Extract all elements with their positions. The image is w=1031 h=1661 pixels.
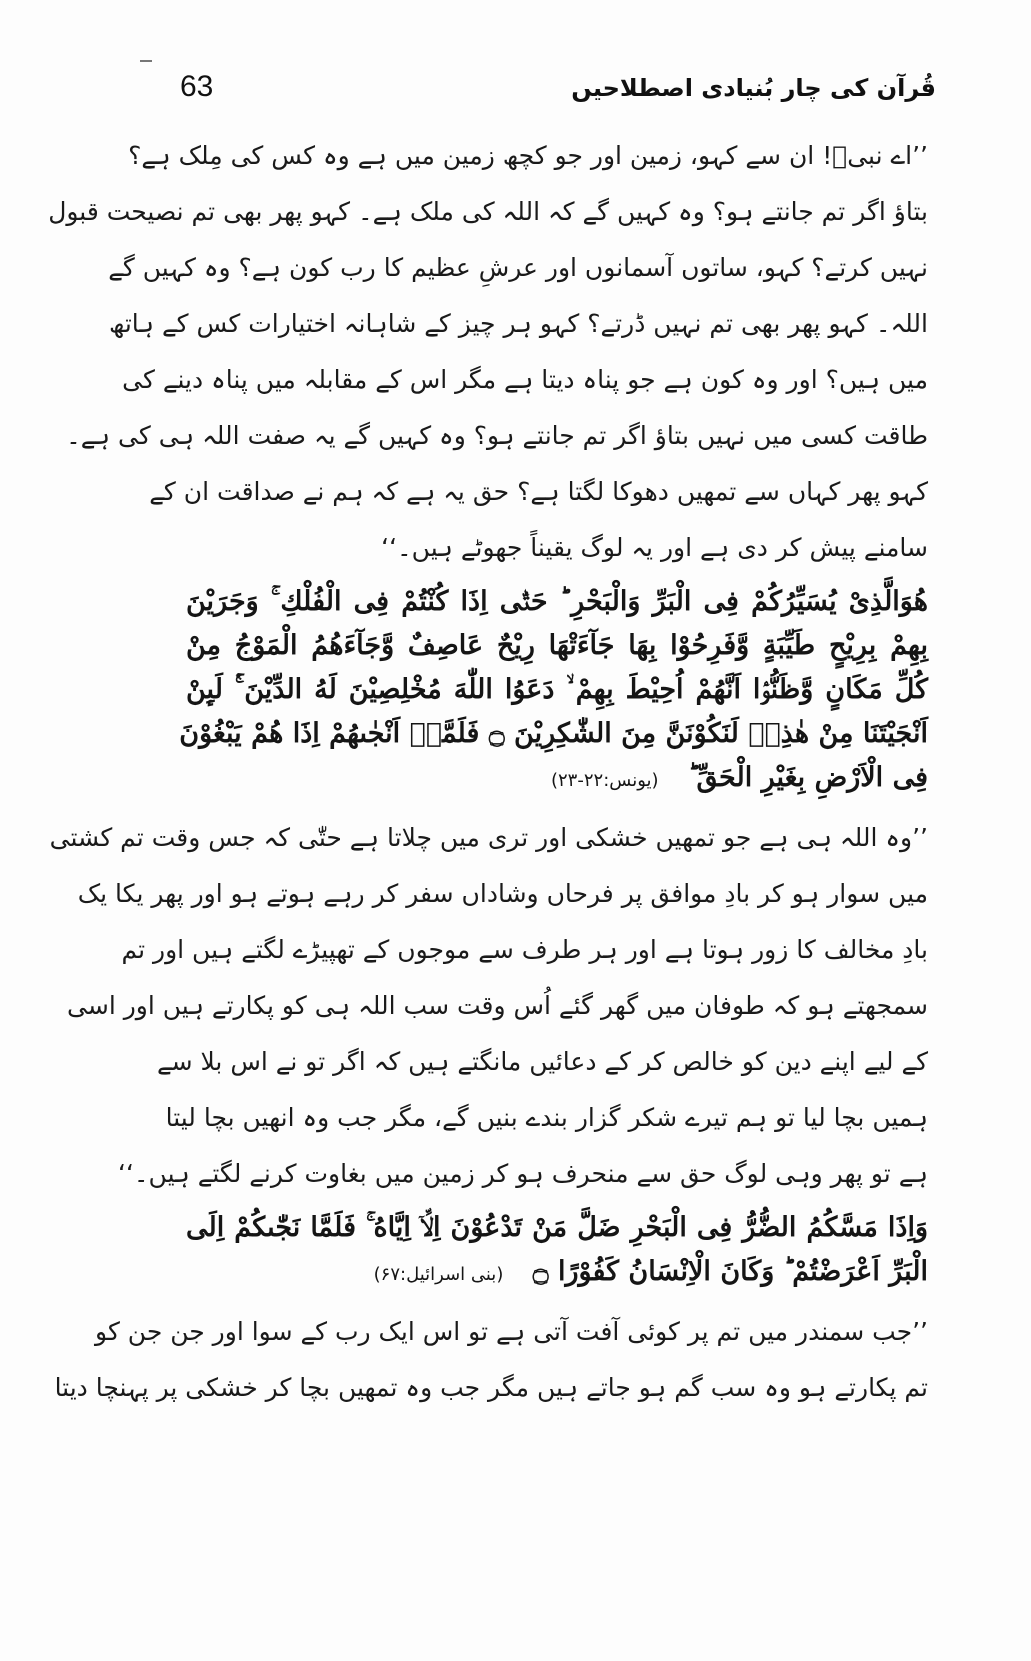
text-line: ہے تو پھر وہی لوگ حق سے منحرف ہو کر زمین میں بغاوت کرنے لگتے ہیں۔‘‘	[118, 1159, 928, 1188]
verse-text: فِی الْاَرْضِ بِغَیْرِ الْحَقِّ ؕ	[687, 762, 928, 793]
text-line: ہمیں بچا لیا تو ہم تیرے شکر گزار بندے بنیں گے، مگر جب وہ انھیں بچا لیتا	[165, 1103, 928, 1132]
text-line: بادِ مخالف کا زور ہوتا ہے اور ہر طرف سے موجوں کے تھپیڑے لگتے ہیں اور تم	[121, 935, 928, 964]
verse-line: وَاِذَا مَسَّكُمُ الضُّرُّ فِی الْبَحْرِ ضَلَّ مَنْ تَدْعُوْنَ اِلَّاۤ اِیَّاهُ ۚ فَلَمَّا نَجّٰىكُمْ اِلَى	[186, 1212, 928, 1243]
page-number: 63	[180, 70, 214, 103]
text-line: سامنے پیش کر دی ہے اور یہ لوگ یقیناً جھوٹے ہیں۔‘‘	[381, 533, 928, 562]
verse-reference: (یونس:۲۲-۲۳)	[550, 770, 659, 791]
text-line: ’’جب سمندر میں تم پر کوئی آفت آتی ہے تو اس ایک رب کے سوا اور جن جن کو	[95, 1317, 928, 1346]
text-line: ’’اے نبیؐ! ان سے کہو، زمین اور جو کچھ زمین میں ہے وہ کس کی مِلک ہے؟	[128, 141, 928, 170]
verse-line-with-reference	[186, 756, 928, 800]
text-line: تم پکارتے ہو وہ سب گم ہو جاتے ہیں مگر جب وہ تمھیں بچا کر خشکی پر پہنچا دیتا	[54, 1373, 928, 1402]
spacer	[186, 800, 928, 810]
translation-block-3	[54, 1304, 928, 1416]
text-line: ’’وہ اللہ ہی ہے جو تمھیں خشکی اور تری میں چلاتا ہے حتّٰی کہ جس وقت تم کشتی	[49, 823, 928, 852]
verse-text: الْبَرِّ اَعْرَضْتُمْ ؕ وَكَانَ الْاِنْسَانُ كَفُوْرًا ۝	[532, 1256, 928, 1287]
text-line: طاقت کسی میں نہیں بتاؤ اگر تم جانتے ہو؟ وہ کہیں گے یہ صفت اللہ ہی کی ہے۔	[66, 421, 928, 450]
scan-mark	[140, 60, 152, 62]
verse-line: كُلِّ مَكَانٍ وَّظَنُّوْۤا اَنَّهُمْ اُحِیْطَ بِهِمْ ۙ دَعَوُا اللّٰهَ مُخْلِصِیْنَ لَهُ الدِّیْنَ ۚ۬ لَىِٕنْ	[186, 674, 928, 705]
text-line: میں ہیں؟ اور وہ کون ہے جو پناہ دیتا ہے مگر اس کے مقابلہ میں پناہ دینے کی	[122, 365, 928, 394]
text-line: میں سوار ہو کر بادِ موافق پر فرحاں وشاداں سفر کر رہے ہوتے ہو اور پھر یکا یک	[77, 879, 928, 908]
text-line: سمجھتے ہو کہ طوفان میں گھر گئے اُس وقت سب اللہ ہی کو پکارتے ہیں اور اسی	[67, 991, 928, 1020]
page-body	[48, 128, 928, 1416]
text-line: نہیں کرتے؟ کہو، ساتوں آسمانوں اور عرشِ عظیم کا رب کون ہے؟ وہ کہیں گے	[108, 253, 928, 282]
text-line: کے لیے اپنے دین کو خالص کر کے دعائیں مانگتے ہیں کہ اگر تو نے اس بلا سے	[156, 1047, 928, 1076]
translation-block-2	[49, 810, 928, 1202]
verse-line: هُوَالَّذِیْ یُسَیِّرُكُمْ فِی الْبَرِّ وَالْبَحْرِ ؕ حَتّٰۤى اِذَا كُنْتُمْ فِی الْفُلْكِ ۚ وَجَرَیْنَ	[186, 586, 928, 617]
translation-block-1	[48, 128, 928, 576]
quran-verse-block-2	[186, 1206, 928, 1294]
text-line: اللہ۔ کہو پھر بھی تم نہیں ڈرتے؟ کہو ہر چیز کے شاہانہ اختیارات کس کے ہاتھ	[109, 309, 928, 338]
quran-verse-block-1	[179, 580, 928, 800]
verse-line: اَنْجَیْتَنَا مِنْ هٰذِهٖ لَنَكُوْنَنَّ مِنَ الشّٰكِرِیْنَ ۝ فَلَمَّاۤ اَنْجٰىهُمْ اِذَا هُمْ یَبْغُوْنَ	[179, 718, 928, 749]
verse-reference: (بنی اسرائیل:۶۷)	[373, 1264, 504, 1285]
running-title: قُرآن کی چار بُنیادی اصطلاحیں	[571, 74, 936, 102]
text-line: کہو پھر کہاں سے تمھیں دھوکا لگتا ہے؟ حق یہ ہے کہ ہم نے صداقت ان کے	[149, 477, 928, 506]
spacer	[186, 1294, 928, 1304]
verse-line: بِهِمْ بِرِیْحٍ طَیِّبَةٍ وَّفَرِحُوْا بِهَا جَآءَتْهَا رِیْحٌ عَاصِفٌ وَّجَآءَهُمُ الْمَوْجُ مِنْ	[186, 630, 928, 661]
verse-line-with-reference	[186, 1250, 928, 1294]
text-line: بتاؤ اگر تم جانتے ہو؟ وہ کہیں گے کہ اللہ کی ملک ہے۔ کہو پھر بھی تم نصیحت قبول	[48, 197, 928, 226]
